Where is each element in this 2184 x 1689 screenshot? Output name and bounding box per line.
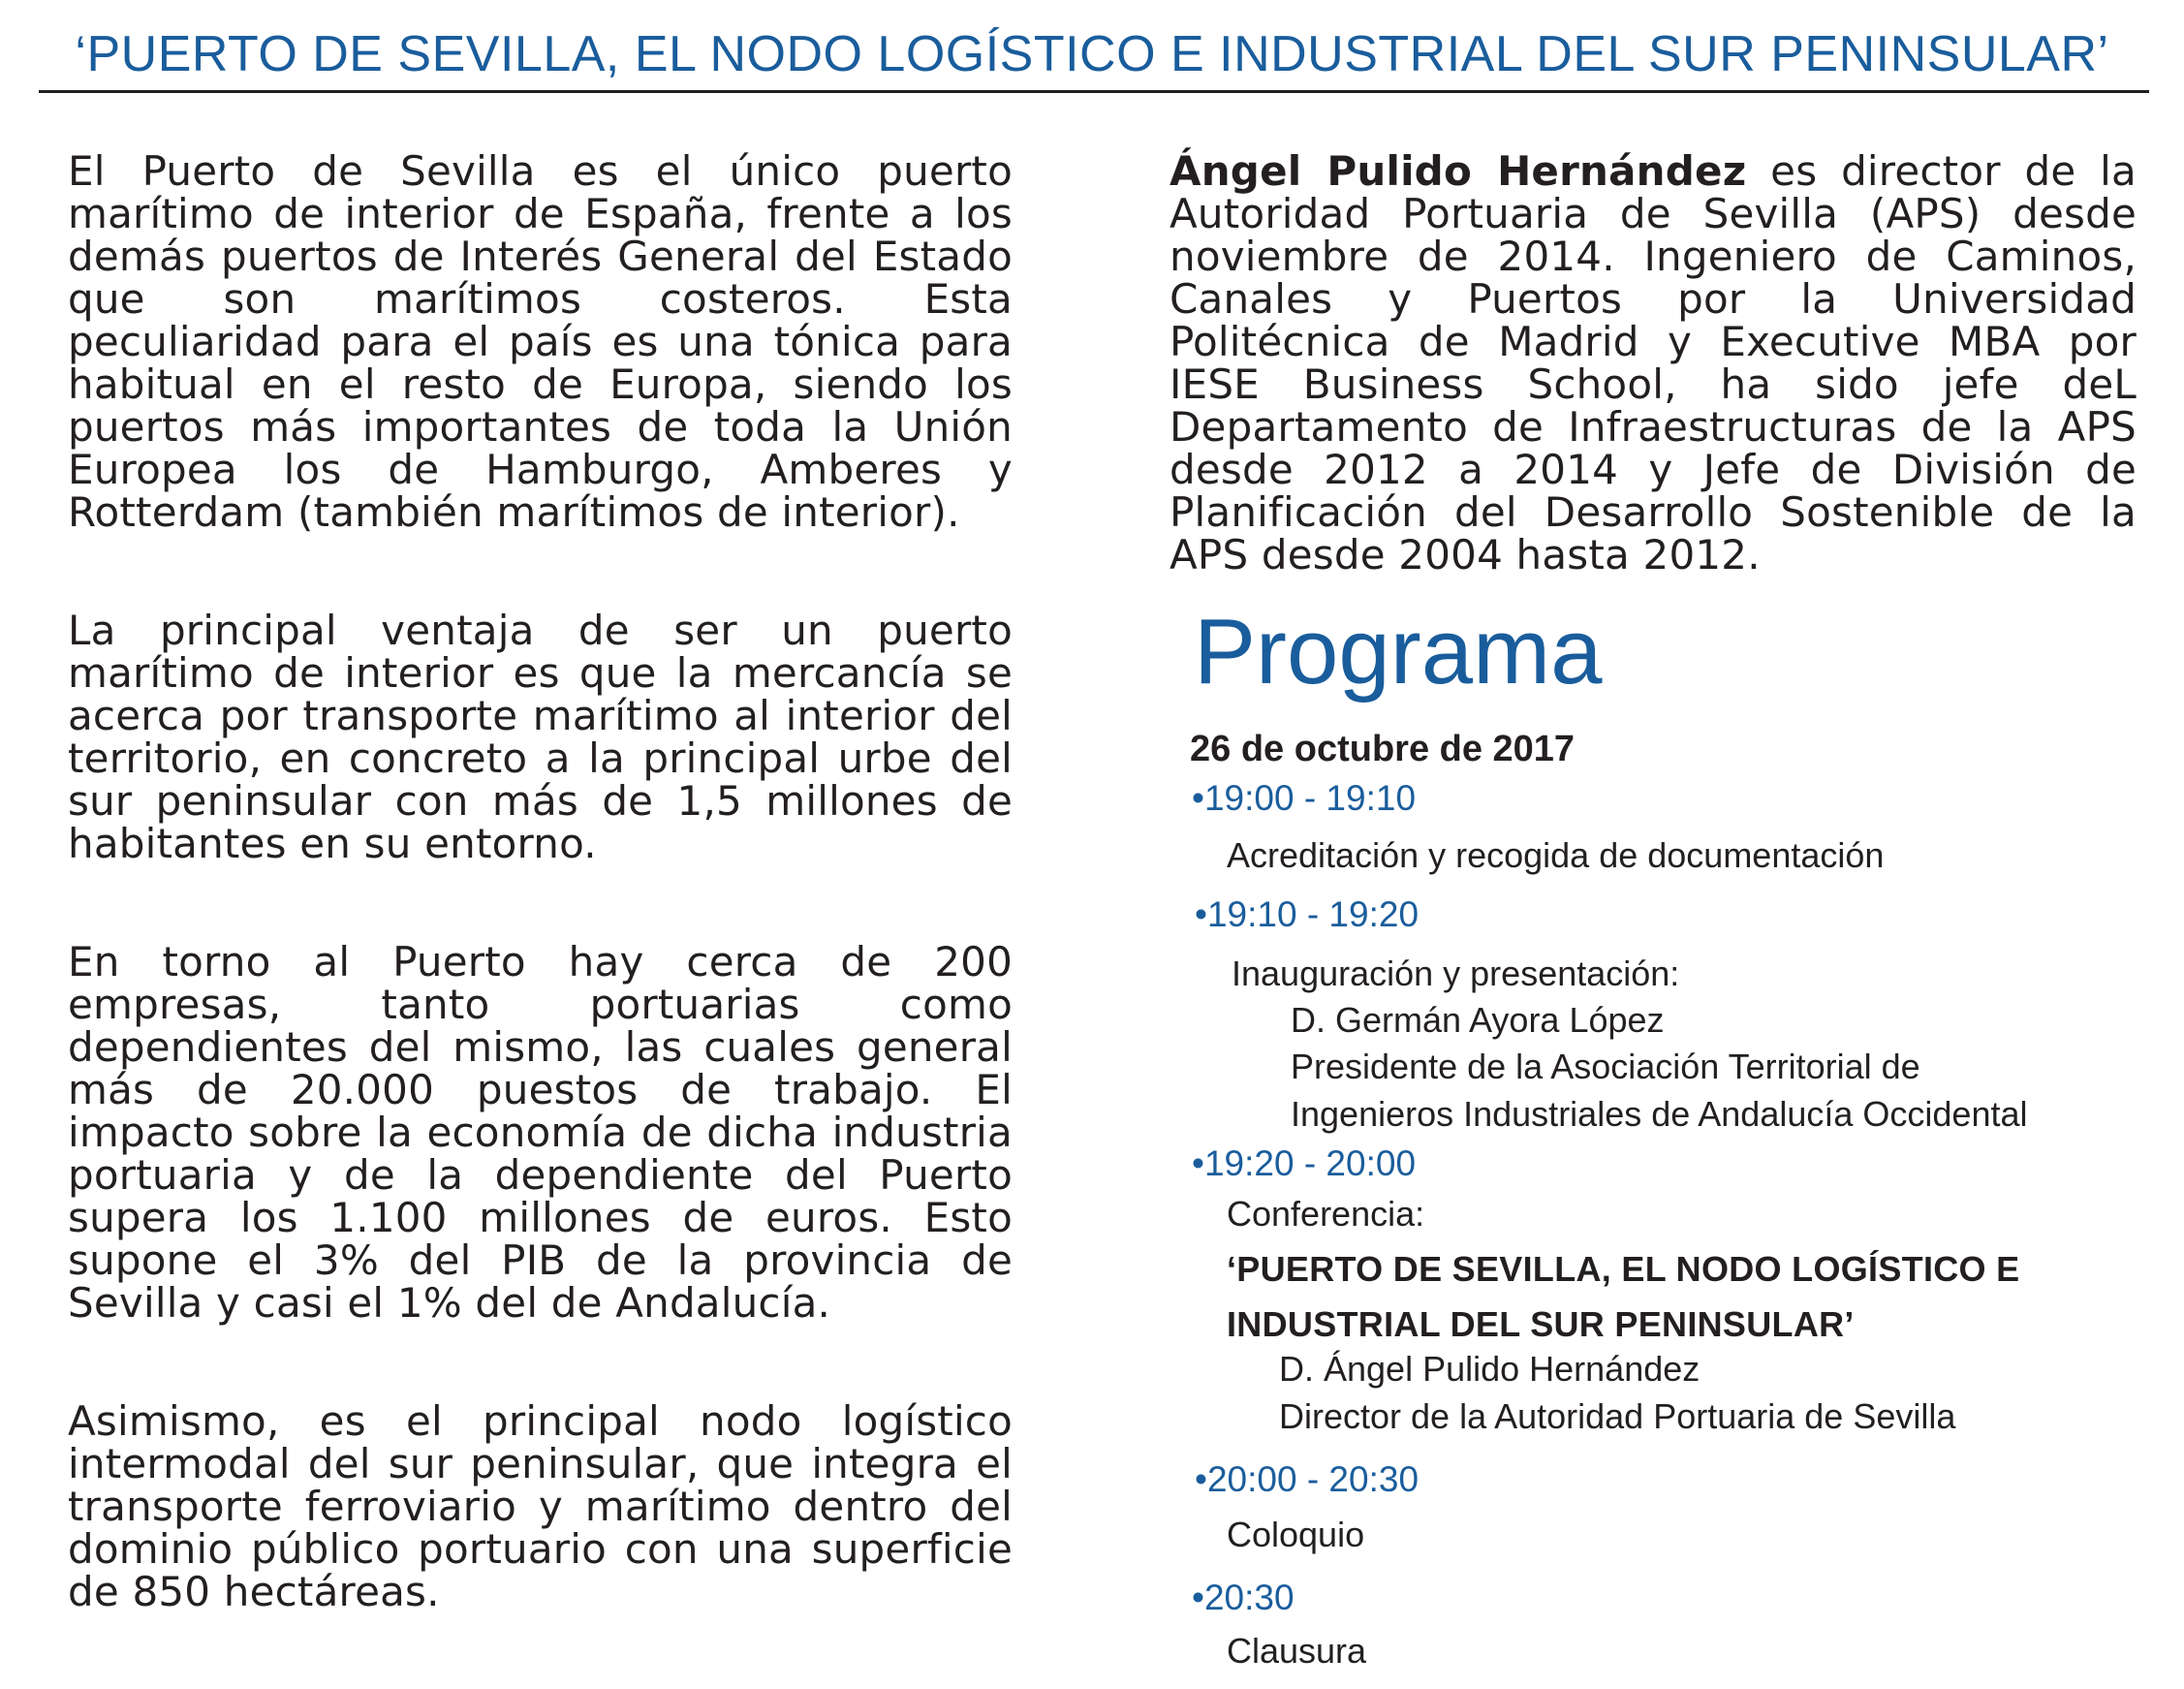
program-title: Programa [1194, 600, 1603, 704]
schedule-time: •19:00 - 19:10 [1192, 778, 1417, 818]
intro-column [68, 147, 1013, 1689]
speaker-role: Director de la Autoridad Portuaria de Sevilla [1279, 1396, 1956, 1436]
schedule-time: •19:20 - 20:00 [1192, 1143, 1417, 1183]
schedule-description: Clausura [1227, 1631, 1367, 1671]
speaker-name: D. Germán Ayora López [1291, 1000, 1665, 1040]
schedule-time: •20:30 [1192, 1578, 1295, 1617]
speaker-name: Ángel Pulido Hernández [1170, 147, 1747, 195]
schedule-description: Inauguración y presentación: [1232, 954, 1680, 993]
schedule-description: Conferencia: [1227, 1194, 1425, 1234]
speaker-name: D. Ángel Pulido Hernández [1279, 1349, 1700, 1389]
schedule-time: •20:00 - 20:30 [1195, 1459, 1420, 1499]
intro-paragraph: Asimismo, es el principal nodo logístico intermodal del sur peninsular, que integra el transporte ferroviario y marítimo dentro del dominio público portuario con una superficie de 850 hectáreas. [68, 1397, 1013, 1615]
conference-title: INDUSTRIAL DEL SUR PENINSULAR’ [1227, 1304, 1855, 1344]
schedule-description: Coloquio [1227, 1515, 1365, 1554]
intro-paragraph: El Puerto de Sevilla es el único puerto marítimo de interior de España, frente a los demás puertos de Interés General del Estado que son marítimos costeros. Esta peculiaridad para el país es una tónica para habitual en el resto de Europa, siendo los puertos más importantes de toda la Unión Europea los de Hamburgo, Amberes y Rotterdam (también marítimos de interior). [68, 147, 1013, 536]
speaker-role: Ingenieros Industriales de Andalucía Occidental [1291, 1094, 2028, 1134]
speaker-bio [1170, 147, 2137, 579]
speaker-bio-text: es director de la Autoridad Portuaria de Sevilla (APS) desde noviembre de 2014. Ingeniero de Caminos, Canales y Puertos por la Universidad Politécnica de Madrid y Executive MBA por IESE Business School, ha sido jefe deL Departamento de Infraestructuras de la APS desde 2012 a 2014 y Jefe de División de Planificación del Desarrollo Sostenible de la APS desde 2004 hasta 2012. [1170, 147, 2137, 579]
speaker-role: Presidente de la Asociación Territorial de [1291, 1047, 1920, 1086]
page-title: ‘PUERTO DE SEVILLA, EL NODO LOGÍSTICO E INDUSTRIAL DEL SUR PENINSULAR’ [75, 26, 2109, 82]
program-date: 26 de octubre de 2017 [1190, 729, 1576, 769]
header-divider [39, 90, 2149, 93]
schedule-description: Acreditación y recogida de documentación [1227, 835, 1885, 875]
intro-paragraph: La principal ventaja de ser un puerto marítimo de interior es que la mercancía se acerca por transporte marítimo al interior del territorio, en concreto a la principal urbe del sur peninsular con más de 1,5 millones de habitantes en su entorno. [68, 607, 1013, 867]
conference-title: ‘PUERTO DE SEVILLA, EL NODO LOGÍSTICO E [1227, 1249, 2020, 1289]
schedule-time: •19:10 - 19:20 [1195, 894, 1420, 934]
intro-paragraph: En torno al Puerto hay cerca de 200 empresas, tanto portuarias como dependientes del mismo, las cuales general más de 20.000 puestos de trabajo. El impacto sobre la economía de dicha industria portuaria y de la dependiente del Puerto supera los 1.100 millones de euros. Esto supone el 3% del PIB de la provincia de Sevilla y casi el 1% del de Andalucía. [68, 938, 1013, 1327]
